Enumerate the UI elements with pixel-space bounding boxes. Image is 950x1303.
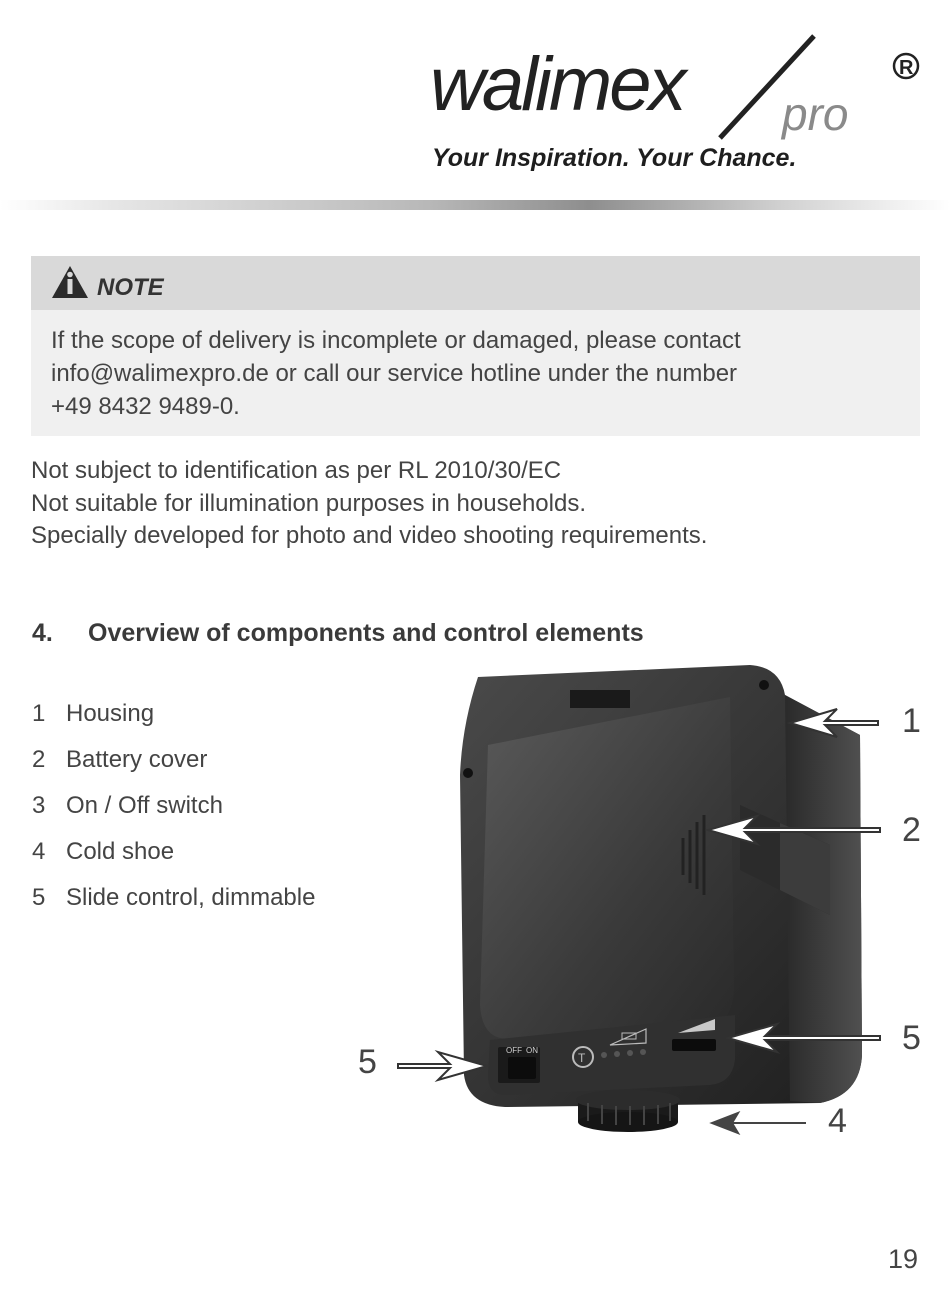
callout-arrow-4: [712, 1113, 806, 1133]
switch-on-label: ON: [526, 1046, 538, 1055]
callout-number: 4: [828, 1102, 847, 1140]
component-label: Cold shoe: [66, 838, 175, 865]
brand-word: walimex: [430, 42, 684, 127]
disclaimer-line: Not subject to identification as per RL 2010/30/EC: [31, 457, 562, 484]
callout-number: 2: [902, 811, 921, 849]
component-label: Battery cover: [66, 746, 208, 773]
component-number: 3: [32, 792, 46, 819]
svg-text:T: T: [578, 1051, 586, 1065]
note-header: [31, 256, 920, 310]
section-title: Overview of components and control elements: [88, 619, 644, 647]
component-label: Slide control, dimmable: [66, 884, 316, 911]
note-box: [31, 256, 920, 436]
battery-cover: [480, 697, 734, 1039]
callout-number: 1: [902, 702, 921, 740]
component-item: [32, 746, 207, 774]
led-light-figure: [340, 655, 940, 1145]
svg-text:R: R: [899, 57, 914, 79]
walimex-pro-logo: [430, 28, 930, 148]
component-item: [32, 838, 174, 866]
component-label: Housing: [66, 700, 155, 727]
component-label: On / Off switch: [66, 792, 223, 819]
component-number: 2: [32, 746, 46, 773]
header-divider: [0, 200, 950, 210]
callout-number: 5: [902, 1019, 921, 1057]
brand-sub: pro: [782, 88, 849, 140]
component-number: 5: [32, 884, 46, 911]
component-number: 1: [32, 700, 46, 727]
disclaimer-line: Specially developed for photo and video shooting requirements.: [31, 522, 708, 549]
section-heading: [32, 619, 644, 648]
component-item: [32, 700, 154, 728]
note-title: NOTE: [97, 274, 164, 301]
on-off-switch: [508, 1057, 536, 1079]
component-item: [32, 884, 315, 912]
component-number: 4: [32, 838, 46, 865]
page-number: 19: [888, 1244, 919, 1274]
note-line: If the scope of delivery is incomplete or damaged, please contact: [51, 327, 741, 354]
disclaimer-line: Not suitable for illumination purposes in households.: [31, 490, 586, 517]
component-item: [32, 792, 223, 820]
note-line: info@walimexpro.de or call our service hotline under the number: [51, 360, 738, 387]
dimmer-slider: [672, 1039, 716, 1051]
brand-tagline: Your Inspiration. Your Chance.: [432, 144, 797, 172]
cold-shoe: [576, 1090, 680, 1132]
note-line: +49 8432 9489-0.: [51, 393, 240, 420]
section-number: 4.: [32, 619, 53, 647]
callout-number: 5: [358, 1043, 377, 1081]
switch-off-label: OFF: [506, 1046, 522, 1055]
info-warning-icon: [51, 265, 89, 299]
